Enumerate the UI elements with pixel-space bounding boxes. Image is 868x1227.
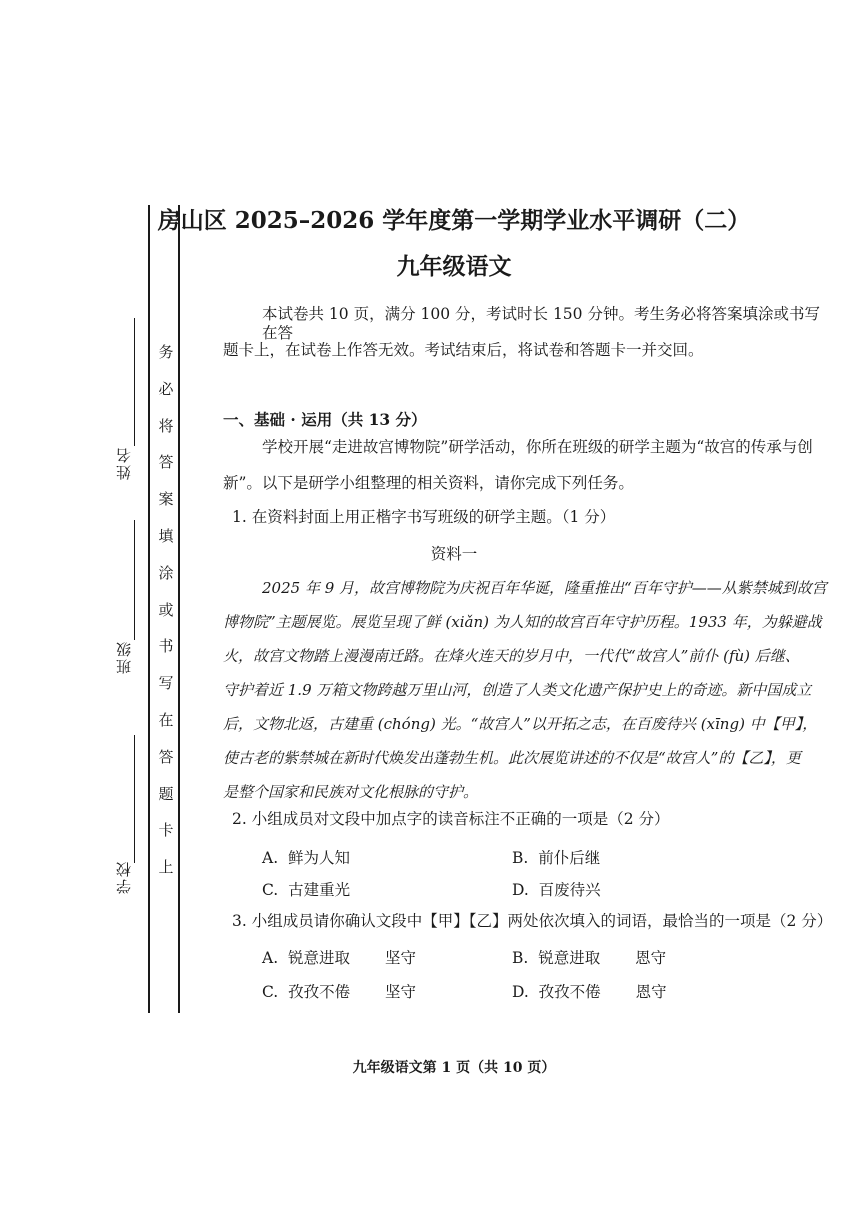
side-notice-char: 书 — [158, 637, 174, 656]
intro-line-2: 新”。以下是研学小组整理的相关资料，请你完成下列任务。 — [223, 474, 634, 492]
side-notice-char: 或 — [158, 600, 174, 619]
side-notice — [154, 342, 178, 894]
q2-option-b[interactable] — [512, 846, 600, 868]
q3-option-b[interactable] — [512, 946, 666, 968]
option-letter: D. — [512, 983, 529, 1001]
school-underline — [134, 735, 135, 863]
side-notice-char: 填 — [158, 526, 174, 545]
option-word-2: 恩守 — [635, 983, 667, 1001]
name-underline — [134, 318, 135, 446]
side-notice-char: 涂 — [158, 563, 174, 582]
class-underline — [134, 520, 135, 640]
question-1: 1. 在资料封面上用正楷字书写班级的研学主题。（1 分） — [232, 508, 616, 526]
option-letter: C. — [262, 881, 279, 899]
option-word-1: 孜孜不倦 — [288, 983, 351, 1001]
option-letter: C. — [262, 983, 279, 1001]
intro-line-1: 学校开展“走进故宫博物院”研学活动，你所在班级的研学主题为“故宫的传承与创 — [262, 438, 813, 456]
side-label-name: 姓名 — [115, 446, 133, 480]
option-word-1: 锐意进取 — [538, 949, 601, 967]
side-notice-char: 将 — [158, 416, 174, 435]
side-label-school: 学校 — [115, 860, 133, 894]
instructions-line-1: 本试卷共 10 页，满分 100 分，考试时长 150 分钟。考生务必将答案填涂或书写在答 — [262, 305, 820, 342]
side-notice-char: 上 — [158, 858, 174, 877]
q2-option-d[interactable] — [512, 878, 601, 900]
option-letter: B. — [512, 949, 529, 967]
option-text: 鲜为人知 — [287, 849, 350, 867]
exam-title: 房山区 2025–2026 学年度第一学期学业水平调研（二） — [157, 207, 751, 234]
option-word-2: 恩守 — [635, 949, 667, 967]
option-word-2: 坚守 — [385, 983, 417, 1001]
side-notice-char: 务 — [158, 343, 174, 361]
question-3: 3. 小组成员请你确认文段中【甲】【乙】两处依次填入的词语，最恰当的一项是（2 分） — [232, 912, 833, 930]
option-letter: A. — [262, 849, 279, 867]
option-word-1: 锐意进取 — [287, 949, 350, 967]
material-line-5: 后，文物北返，古建重 (chóng) 光。“故宫人”以开拓之志，在百废待兴 (xīng) 中【甲】， — [223, 715, 818, 733]
option-word-1: 孜孜不倦 — [538, 983, 601, 1001]
option-letter: B. — [512, 849, 529, 867]
q3-option-c[interactable] — [262, 980, 416, 1002]
material-line-7: 是整个国家和民族对文化根脉的守护。 — [223, 783, 479, 801]
option-letter: A. — [262, 949, 279, 967]
binding-line-inner — [178, 205, 180, 1013]
option-text: 前仆后继 — [538, 849, 601, 867]
material-line-1: 2025 年 9 月，故宫博物院为庆祝百年华诞，隆重推出“百年守护——从紫禁城到故宫 — [262, 579, 827, 597]
exam-subtitle: 九年级语文 — [396, 253, 512, 280]
section-heading: 一、基础 · 运用（共 13 分） — [223, 410, 427, 429]
material-line-2: 博物院”主题展览。展览呈现了鲜 (xiǎn) 为人知的故宫百年守护历程。1933 年，为躲避战 — [223, 613, 822, 631]
material-title: 资料一 — [430, 545, 478, 563]
side-notice-char: 在 — [158, 710, 174, 729]
q3-option-d[interactable] — [512, 980, 667, 1002]
instructions-line-2: 题卡上，在试卷上作答无效。考试结束后，将试卷和答题卡一并交回。 — [223, 341, 704, 359]
q3-option-a[interactable] — [262, 946, 416, 968]
page-footer: 九年级语文第 1 页（共 10 页） — [352, 1060, 556, 1076]
side-notice-char: 答 — [158, 453, 174, 472]
side-notice-char: 卡 — [158, 821, 174, 840]
option-text: 百废待兴 — [538, 881, 601, 899]
side-notice-char: 必 — [158, 379, 174, 398]
material-line-4: 守护着近 1.9 万箱文物跨越万里山河，创造了人类文化遗产保护史上的奇迹。新中国成立 — [223, 681, 812, 699]
material-line-6: 使古老的紫禁城在新时代焕发出蓬勃生机。此次展览讲述的不仅是“故宫人”的【乙】，更 — [223, 749, 801, 767]
side-notice-char: 答 — [158, 747, 174, 766]
material-line-3: 火，故宫文物踏上漫漫南迁路。在烽火连天的岁月中，一代代“故宫人”前仆 (fù) 后继、 — [223, 647, 800, 665]
option-word-2: 坚守 — [384, 949, 416, 967]
binding-line-outer — [148, 205, 150, 1013]
question-2: 2. 小组成员对文段中加点字的读音标注不正确的一项是（2 分） — [232, 810, 670, 828]
q2-option-a[interactable] — [262, 846, 350, 868]
option-text: 古建重光 — [288, 881, 351, 899]
side-label-class: 班级 — [115, 640, 133, 674]
side-notice-char: 题 — [158, 784, 174, 803]
q2-option-c[interactable] — [262, 878, 350, 900]
side-notice-char: 案 — [158, 490, 174, 509]
side-notice-char: 写 — [158, 674, 174, 693]
option-letter: D. — [512, 881, 529, 899]
